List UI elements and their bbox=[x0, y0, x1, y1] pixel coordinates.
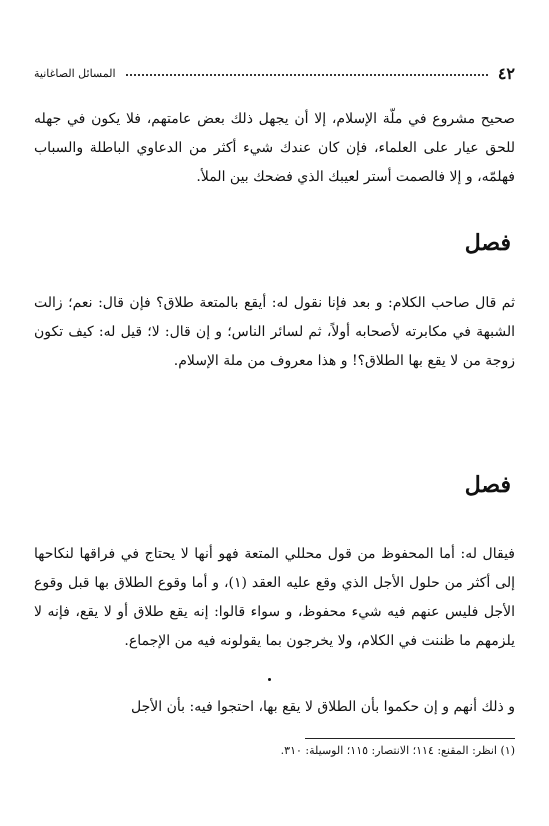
running-header bbox=[34, 62, 515, 84]
paragraph-4: و ذلك أنهم و إن حكموا بأن الطلاق لا يقع بها، احتجوا فيه: بأن الأجل bbox=[131, 699, 515, 715]
section-heading-2: فصل bbox=[464, 472, 511, 498]
footnote: (١) انظر: المقنع: ١١٤؛ الانتصار: ١١٥؛ الوسيلة: ٣١٠. bbox=[280, 744, 515, 757]
book-title: المسائل الصاغانية bbox=[34, 66, 116, 80]
header-dotted-rule bbox=[126, 74, 488, 76]
section-heading-1: فصل bbox=[464, 230, 511, 256]
footnote-divider bbox=[305, 738, 515, 739]
paragraph-2: ثم قال صاحب الكلام: و بعد فإنا نقول له: أيقع بالمتعة طلاق؟ فإن قال: نعم؛ زالت الشبهة في مكابرته لأصحابه أولاً، ثم لسائر الناس؛ و إن قال: لا؛ قيل له: كيف تكون زوجة من لا يقع بها الطلاق؟! و هذا معروف من ملة الإسلام. bbox=[34, 295, 515, 369]
paragraph-3: فيقال له: أما المحفوظ من قول محللي المتعة فهو أنها لا يحتاج في فراقها لنكاحها إلى أكثر من حلول الأجل الذي وقع عليه العقد (١)، و أما وقوع الطلاق بها قبل وقوع الأجل فليس عنهم فيه شيء محفوظ، و سواء قالوا: إنه يقع طلاق أو لا يقع، فإنه لا يلزمهم ما ظننت في الكلام، ولا يخرجون بما يقولونه فيه من الإجماع. bbox=[34, 546, 515, 649]
stray-dot bbox=[268, 678, 271, 681]
page-number: ٤٢ bbox=[497, 63, 515, 83]
paragraph-1: صحيح مشروع في ملّة الإسلام، إلا أن يجهل ذلك بعض عامتهم، فلا يكون في جهله للحق عيار على العلماء، فإن كان عندك شيء أكثر من الدعاوي الباطلة والسباب فهلمّه، و إلا فالصمت أستر لعيبك الذي فضحك بين الملأ. bbox=[34, 111, 515, 185]
